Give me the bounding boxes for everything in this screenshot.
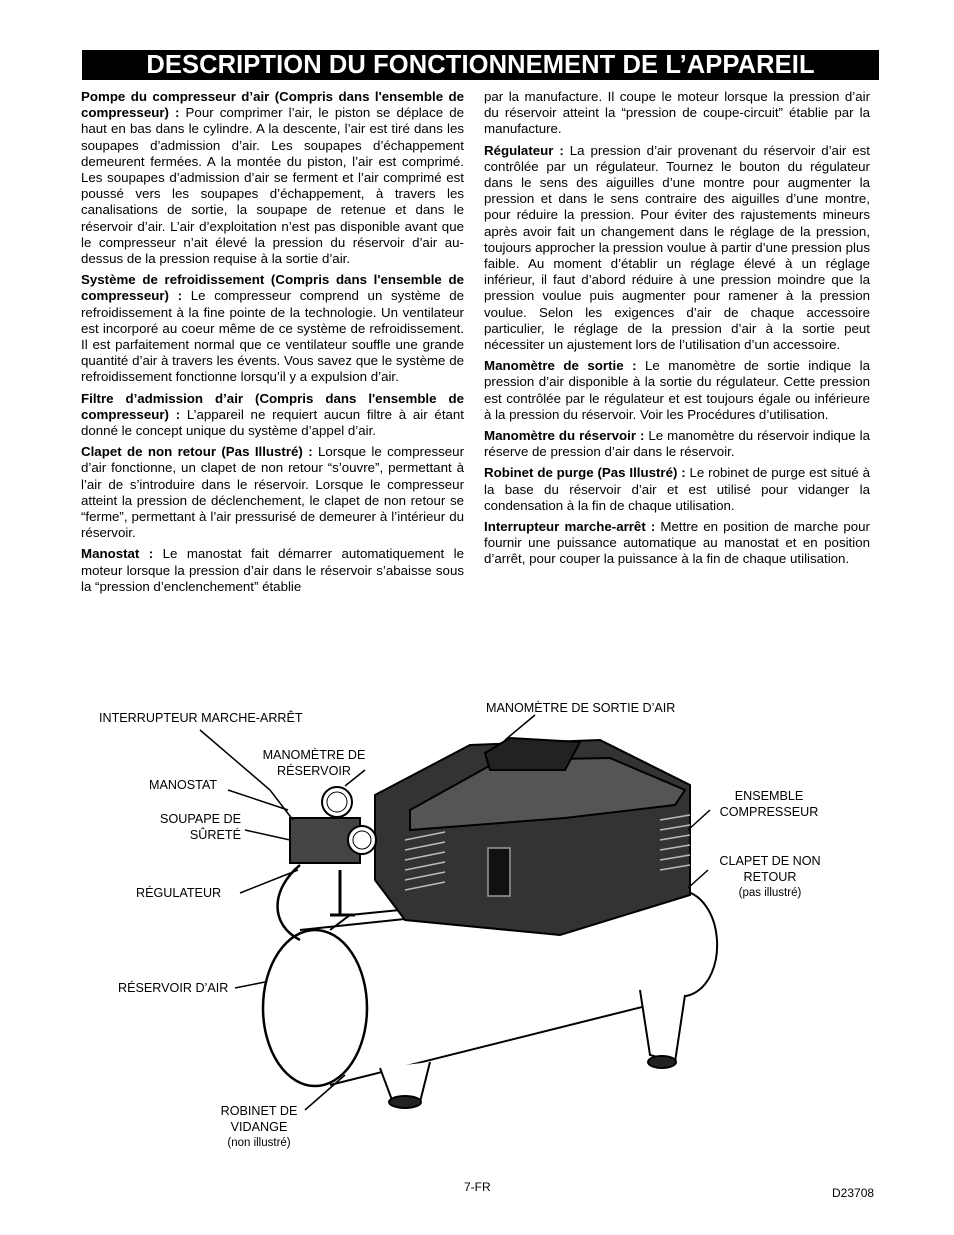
term-regulateur: Régulateur : — [484, 142, 564, 158]
label-manometre-reservoir-line2: RÉSERVOIR — [277, 764, 351, 778]
paragraph-pompe — [81, 89, 464, 267]
label-robinet-line2: VIDANGE — [230, 1120, 288, 1134]
label-robinet-note: (non illustré) — [227, 1137, 291, 1149]
paragraph-manometre-reservoir — [484, 428, 870, 460]
page-number: 7-FR — [464, 1180, 491, 1194]
label-ensemble-line2: COMPRESSEUR — [719, 805, 819, 819]
term-pompe: Pompe du compresseur d’air (Compris dans l'ensemble de compresseur) : — [81, 89, 464, 121]
right-text-column — [484, 89, 870, 573]
section-title-bar — [82, 50, 879, 80]
label-reservoir: RÉSERVOIR D’AIR — [118, 981, 229, 995]
term-clapet: Clapet de non retour (Pas Illustré) : — [81, 444, 313, 460]
paragraph-manostat-cont — [484, 89, 870, 138]
label-clapet-note: (pas illustré) — [738, 887, 802, 899]
label-regulateur: RÉGULATEUR — [136, 886, 222, 900]
paragraph-regulateur — [484, 143, 870, 354]
label-manostat: MANOSTAT — [149, 778, 218, 792]
term-robinet: Robinet de purge (Pas Illustré) : — [484, 465, 686, 481]
compressor-figure — [0, 690, 954, 1170]
label-ensemble-line1: ENSEMBLE — [734, 789, 804, 803]
label-clapet-line2: RETOUR — [743, 870, 797, 884]
term-manometre-sortie: Manomètre de sortie : — [484, 358, 637, 374]
text-filtre: L’appareil ne requiert aucun filtre à air étant donné le concept unique du système d’appel d’air. — [81, 406, 464, 439]
paragraph-filtre — [81, 391, 464, 440]
term-interrupteur: Interrupteur marche-arrêt : — [484, 519, 656, 535]
label-soupape-line2: SÛRETÉ — [189, 828, 241, 842]
paragraph-manostat — [81, 546, 464, 595]
page-title: DESCRIPTION DU FONCTIONNEMENT DE L’APPAREIL — [146, 51, 815, 79]
text-pompe: Pour comprimer l’air, le piston se déplace de haut en bas dans le cylindre. A la descente, l’air est tiré dans les soupapes d’admission d’air. Les soupapes d’échappement demeurent fermées. A la montée du piston, l’air est comprimé. Les soupapes d’admission d’air se ferment et l’air comprimé est poussé vers les soupapes d’échappement, à travers les canalisations de sortie, la soupape de retenue et dans le réservoir d’air. L’air d’exploitation n’est pas disponible avant que le compresseur n’ait élevé la pression du réservoir d’air au-dessus de la pression requise à la sortie d’air. — [81, 105, 464, 267]
term-filtre: Filtre d’admission d’air (Compris dans l'ensemble de compresseur) : — [81, 390, 464, 422]
label-manometre-reservoir — [252, 747, 376, 779]
document-code: D23708 — [832, 1186, 875, 1200]
text-manometre-sortie: Le manomètre de sortie indique la pression d’air disponible à la sortie du régulateur. Cette pression est contrôlée par le régulateur et est toujours égale ou inférieure à la pression du réservoir. Voir les Procédures d’utilisation. — [484, 358, 870, 422]
paragraph-manometre-sortie — [484, 358, 870, 423]
label-manometre-sortie: MANOMÈTRE DE SORTIE D’AIR — [486, 701, 676, 715]
label-interrupteur: INTERRUPTEUR MARCHE-ARRÊT — [99, 711, 303, 725]
compressor-illustration — [0, 690, 954, 1170]
paragraph-interrupteur — [484, 519, 870, 568]
text-clapet: Lorsque le compresseur d’air fonctionne, un clapet de non retour “s’ouvre”, permettant à l’air de s’introduire dans le réservoir. Lorsque le compresseur atteint la pression de déclenchement, le clapet de non retour se “ferme”, permettant à l’air pressurisé de demeurer à l’intérieur du réservoir. — [81, 444, 464, 541]
label-robinet — [212, 1103, 306, 1151]
label-manometre-reservoir-line1: MANOMÈTRE DE — [262, 748, 366, 762]
label-robinet-line1: ROBINET DE — [220, 1104, 298, 1118]
text-interrupteur: Mettre en position de marche pour fournir une puissance automatique au manostat et en position d’arrêt, pour couper la puissance à la fin de chaque utilisation. — [484, 519, 870, 567]
label-ensemble — [711, 788, 827, 820]
paragraph-robinet — [484, 465, 870, 514]
term-refroidissement: Système de refroidissement (Compris dans l'ensemble de compresseur) : — [81, 272, 464, 304]
label-clapet — [711, 853, 829, 901]
term-manometre-reservoir: Manomètre du réservoir : — [484, 428, 645, 444]
paragraph-clapet — [81, 444, 464, 541]
paragraph-refroidissement — [81, 272, 464, 385]
text-manostat: Le manostat fait démarrer automatiquement le moteur lorsque la pression d’air dans le réservoir s’abaisse sous la “pression d’enclenchement” établie — [81, 546, 464, 594]
text-manostat-cont: par la manufacture. Il coupe le moteur lorsque la pression d’air du réservoir atteint la “pression de coupe-circuit” établie par la manufacture. — [484, 89, 870, 137]
text-regulateur: La pression d’air provenant du réservoir d’air est contrôlée par un régulateur. Tournez le bouton du régulateur dans le sens des aiguilles d’une montre pour augmenter la pression et dans le sens contraire des aiguilles d’une montre, pour réduire la pression. Pour éviter des rajustements mineurs après avoir fait un changement dans le réglage de la pression, toujours approcher la pression voulue à partir d’une pression plus faible. Au moment d’établir un réglage élevé à un réglage inférieur, il faut d’abord réduire à une pression moindre que la pression voulue puis augmenter pour ramener à la pression voulue. Selon les exigences d’air de chaque accessoire particulier, le réglage de la pression d’air à la sortie peut nécessiter un ajustement lors de l’utilisation d’un accessoire. — [484, 142, 871, 353]
label-clapet-line1: CLAPET DE NON — [719, 854, 821, 868]
text-refroidissement: Le compresseur comprend un système de refroidissement à la fine pointe de la technologie. Un ventilateur est incorporé au coeur même de ce système de refroidissement. Il est parfaitement normal que ce ventilateur souffle une grande quantité d’air à travers les évents. Vous savez que le système de refroidissement fonctionne lorsqu’il y a expulsion d’air. — [81, 288, 464, 385]
term-manostat: Manostat : — [81, 546, 154, 562]
label-soupape-line1: SOUPAPE DE — [160, 812, 241, 826]
text-manometre-reservoir: Le manomètre du réservoir indique la réserve de pression d’air dans le réservoir. — [484, 428, 870, 460]
text-robinet: Le robinet de purge est situé à la base du réservoir d’air et est utilisé pour vidanger la condensation à la fin de chaque utilisation. — [484, 465, 871, 513]
left-text-column — [81, 89, 464, 600]
label-soupape — [148, 811, 241, 843]
